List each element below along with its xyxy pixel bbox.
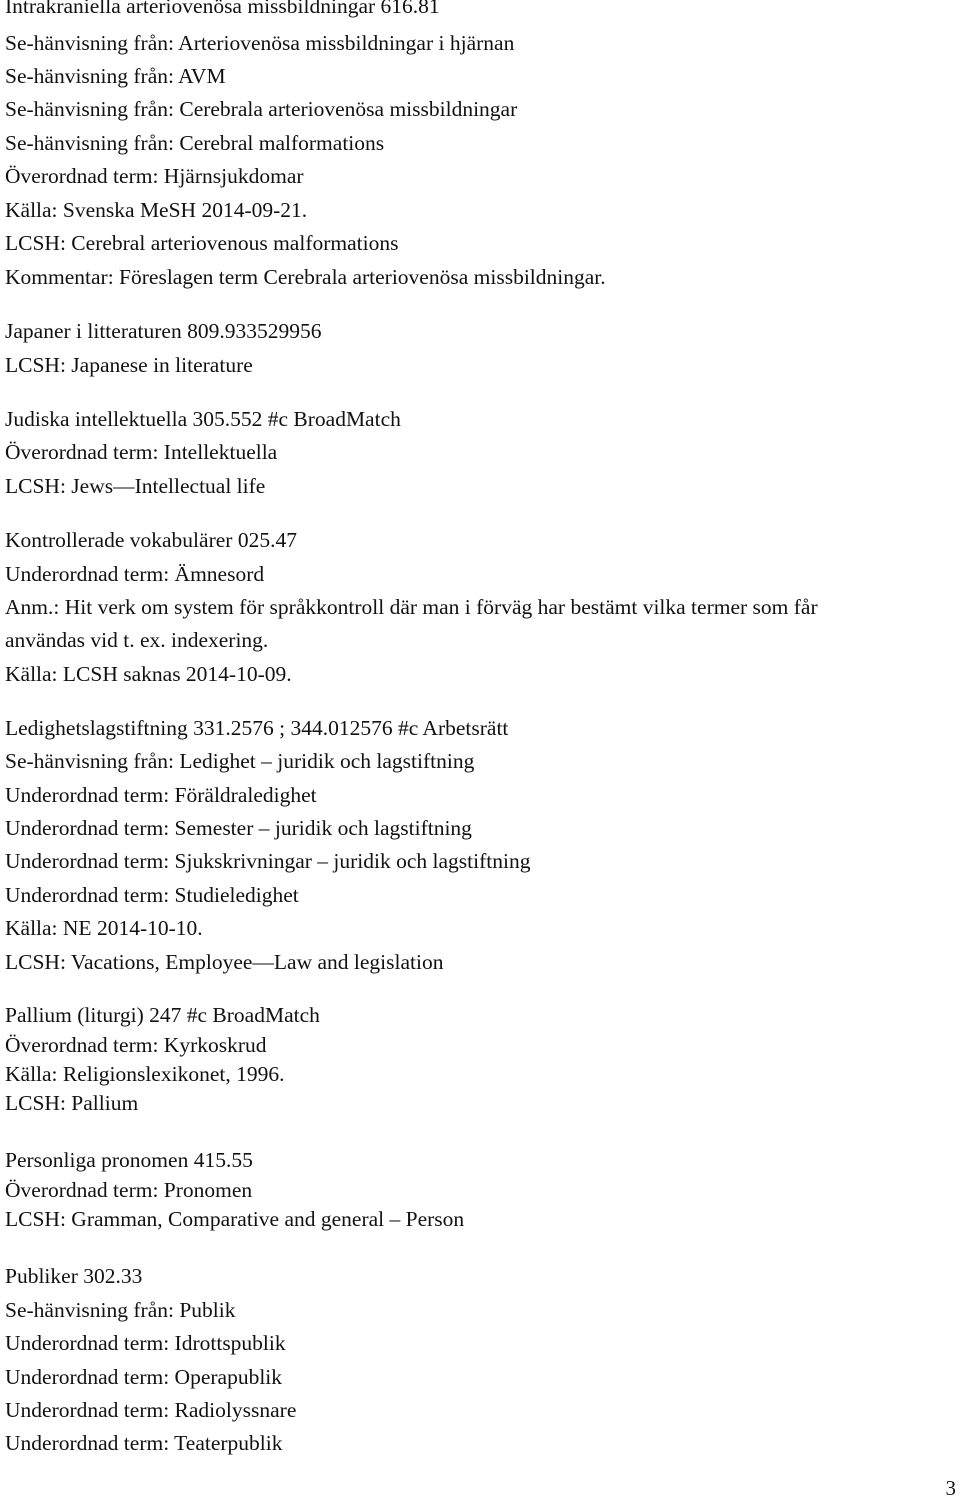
entry-heading-judiska: Judiska intellektuella 305.552 #c BroadMatch bbox=[5, 407, 401, 431]
comment-line: Kommentar: Föreslagen term Cerebrala arteriovenösa missbildningar. bbox=[5, 265, 606, 289]
lcsh-line: LCSH: Pallium bbox=[5, 1091, 139, 1115]
entry-heading-japaner: Japaner i litteraturen 809.933529956 bbox=[5, 319, 322, 343]
narrower-term-line: Underordnad term: Idrottspublik bbox=[5, 1331, 286, 1355]
lcsh-line: LCSH: Japanese in literature bbox=[5, 353, 253, 377]
entry-heading-publiker: Publiker 302.33 bbox=[5, 1264, 143, 1288]
broader-term-line: Överordnad term: Intellektuella bbox=[5, 440, 278, 464]
broader-term-line: Överordnad term: Pronomen bbox=[5, 1178, 253, 1202]
entry-heading-kontrollerade: Kontrollerade vokabulärer 025.47 bbox=[5, 528, 297, 552]
page-number: 3 bbox=[945, 1476, 956, 1500]
narrower-term-line: Underordnad term: Studieledighet bbox=[5, 883, 299, 907]
lcsh-line: LCSH: Jews—Intellectual life bbox=[5, 474, 266, 498]
narrower-term-line: Underordnad term: Sjukskrivningar – juridik och lagstiftning bbox=[5, 849, 531, 873]
entry-heading-ledighetslagstiftning: Ledighetslagstiftning 331.2576 ; 344.012576 #c Arbetsrätt bbox=[5, 716, 509, 740]
reference-line: Se-hänvisning från: Publik bbox=[5, 1298, 236, 1322]
source-line: Källa: Svenska MeSH 2014-09-21. bbox=[5, 198, 308, 222]
note-line-continued: användas vid t. ex. indexering. bbox=[5, 628, 269, 652]
reference-line: Se-hänvisning från: Cerebrala arteriovenösa missbildningar bbox=[5, 97, 518, 121]
narrower-term-line: Underordnad term: Teaterpublik bbox=[5, 1431, 283, 1455]
broader-term-line: Överordnad term: Kyrkoskrud bbox=[5, 1033, 267, 1057]
source-line: Källa: Religionslexikonet, 1996. bbox=[5, 1062, 285, 1086]
lcsh-line: LCSH: Vacations, Employee—Law and legislation bbox=[5, 950, 444, 974]
entry-heading-intrakraniella: Intrakraniella arteriovenösa missbildningar 616.81 bbox=[5, 0, 440, 18]
entry-heading-personliga-pronomen: Personliga pronomen 415.55 bbox=[5, 1148, 253, 1172]
reference-line: Se-hänvisning från: AVM bbox=[5, 64, 226, 88]
source-line: Källa: LCSH saknas 2014-10-09. bbox=[5, 662, 292, 686]
broader-term-line: Överordnad term: Hjärnsjukdomar bbox=[5, 164, 304, 188]
narrower-term-line: Underordnad term: Operapublik bbox=[5, 1365, 283, 1389]
note-line: Anm.: Hit verk om system för språkkontroll där man i förväg har bestämt vilka termer som får bbox=[5, 595, 818, 619]
narrower-term-line: Underordnad term: Radiolyssnare bbox=[5, 1398, 297, 1422]
narrower-term-line: Underordnad term: Ämnesord bbox=[5, 562, 265, 586]
reference-line: Se-hänvisning från: Ledighet – juridik och lagstiftning bbox=[5, 749, 475, 773]
lcsh-line: LCSH: Cerebral arteriovenous malformations bbox=[5, 231, 399, 255]
reference-line: Se-hänvisning från: Cerebral malformations bbox=[5, 131, 385, 155]
entry-heading-pallium: Pallium (liturgi) 247 #c BroadMatch bbox=[5, 1003, 320, 1027]
narrower-term-line: Underordnad term: Föräldraledighet bbox=[5, 783, 317, 807]
source-line: Källa: NE 2014-10-10. bbox=[5, 916, 203, 940]
narrower-term-line: Underordnad term: Semester – juridik och lagstiftning bbox=[5, 816, 472, 840]
reference-line: Se-hänvisning från: Arteriovenösa missbildningar i hjärnan bbox=[5, 31, 515, 55]
lcsh-line: LCSH: Gramman, Comparative and general – Person bbox=[5, 1207, 465, 1231]
